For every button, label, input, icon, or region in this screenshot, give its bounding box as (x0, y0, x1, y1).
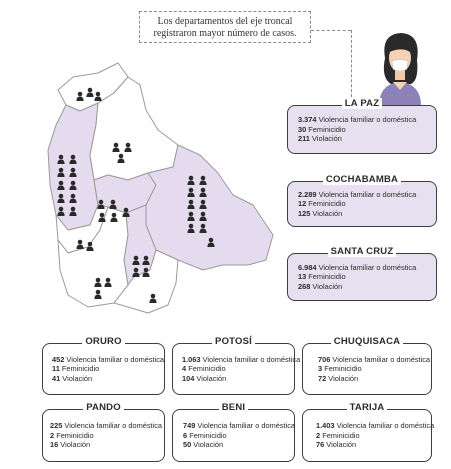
stat-feminicidio: 12 Feminicidio (298, 199, 346, 209)
card-tarija (302, 402, 435, 462)
stat-feminicidio: 6 Feminicidio (183, 430, 227, 440)
card-title: LA PAZ (288, 98, 436, 109)
stat-violencia: 1.403 Violencia familiar o doméstica (316, 421, 435, 431)
card-title: PANDO (43, 402, 164, 413)
stat-violacion: 41 Violación (52, 373, 93, 383)
callout-line-2: registraron mayor número de casos. (153, 28, 297, 39)
stat-feminicidio: 2 Feminicidio (50, 430, 94, 440)
card-title: ORURO (43, 336, 164, 347)
stat-feminicidio: 30 Feminicidio (298, 124, 346, 134)
stat-violacion: 76 Violación (316, 440, 357, 450)
stat-violacion: 104 Violación (182, 373, 227, 383)
card-beni (172, 402, 296, 462)
card-title: CHUQUISACA (303, 336, 431, 347)
stat-feminicidio: 3 Feminicidio (318, 364, 362, 374)
card-la-paz (287, 98, 437, 154)
callout-connector-h (311, 30, 351, 31)
stat-violacion: 50 Violación (183, 440, 224, 450)
card-chuquisaca (302, 336, 432, 395)
stat-feminicidio: 11 Feminicidio (52, 364, 100, 374)
card-title: BENI (173, 402, 294, 413)
stat-feminicidio: 13 Feminicidio (298, 272, 346, 282)
card-cochabamba (287, 174, 437, 227)
stat-violacion: 211 Violación (298, 134, 342, 144)
card-title: SANTA CRUZ (288, 246, 436, 257)
stat-violacion: 16 Violación (50, 440, 91, 450)
stat-violacion: 268 Violación (298, 281, 343, 291)
callout-connector-v (351, 30, 352, 102)
card-potosi (172, 336, 301, 395)
stat-violencia: 749 Violencia familiar o doméstica (183, 421, 296, 431)
stat-violencia: 6.984 Violencia familiar o doméstica (298, 262, 417, 272)
callout-line-1: Los departamentos del eje troncal (157, 16, 293, 27)
stat-violacion: 125 Violación (298, 208, 343, 218)
card-pando (42, 402, 165, 462)
stat-violencia: 706 Violencia familiar o doméstica (318, 354, 431, 364)
stat-violencia: 452 Violencia familiar o doméstica (52, 354, 165, 364)
card-title: POTOSÍ (173, 336, 294, 347)
stat-feminicidio: 2 Feminicidio (316, 430, 360, 440)
card-title: COCHABAMBA (288, 174, 436, 185)
woman-avatar-icon (371, 28, 429, 106)
stat-violencia: 3.374 Violencia familiar o doméstica (298, 115, 417, 125)
card-title: TARIJA (303, 402, 431, 413)
stat-violencia: 2.289 Violencia familiar o doméstica (298, 189, 417, 199)
stat-violacion: 72 Violación (318, 373, 359, 383)
bolivia-map (28, 55, 280, 317)
stat-violencia: 225 Violencia familiar o doméstica (50, 421, 163, 431)
stat-violencia: 1.063 Violencia familiar o doméstica (182, 354, 301, 364)
callout-box (139, 11, 311, 43)
stat-feminicidio: 4 Feminicidio (182, 364, 226, 374)
card-santa-cruz (287, 246, 437, 301)
card-oruro (42, 336, 165, 395)
